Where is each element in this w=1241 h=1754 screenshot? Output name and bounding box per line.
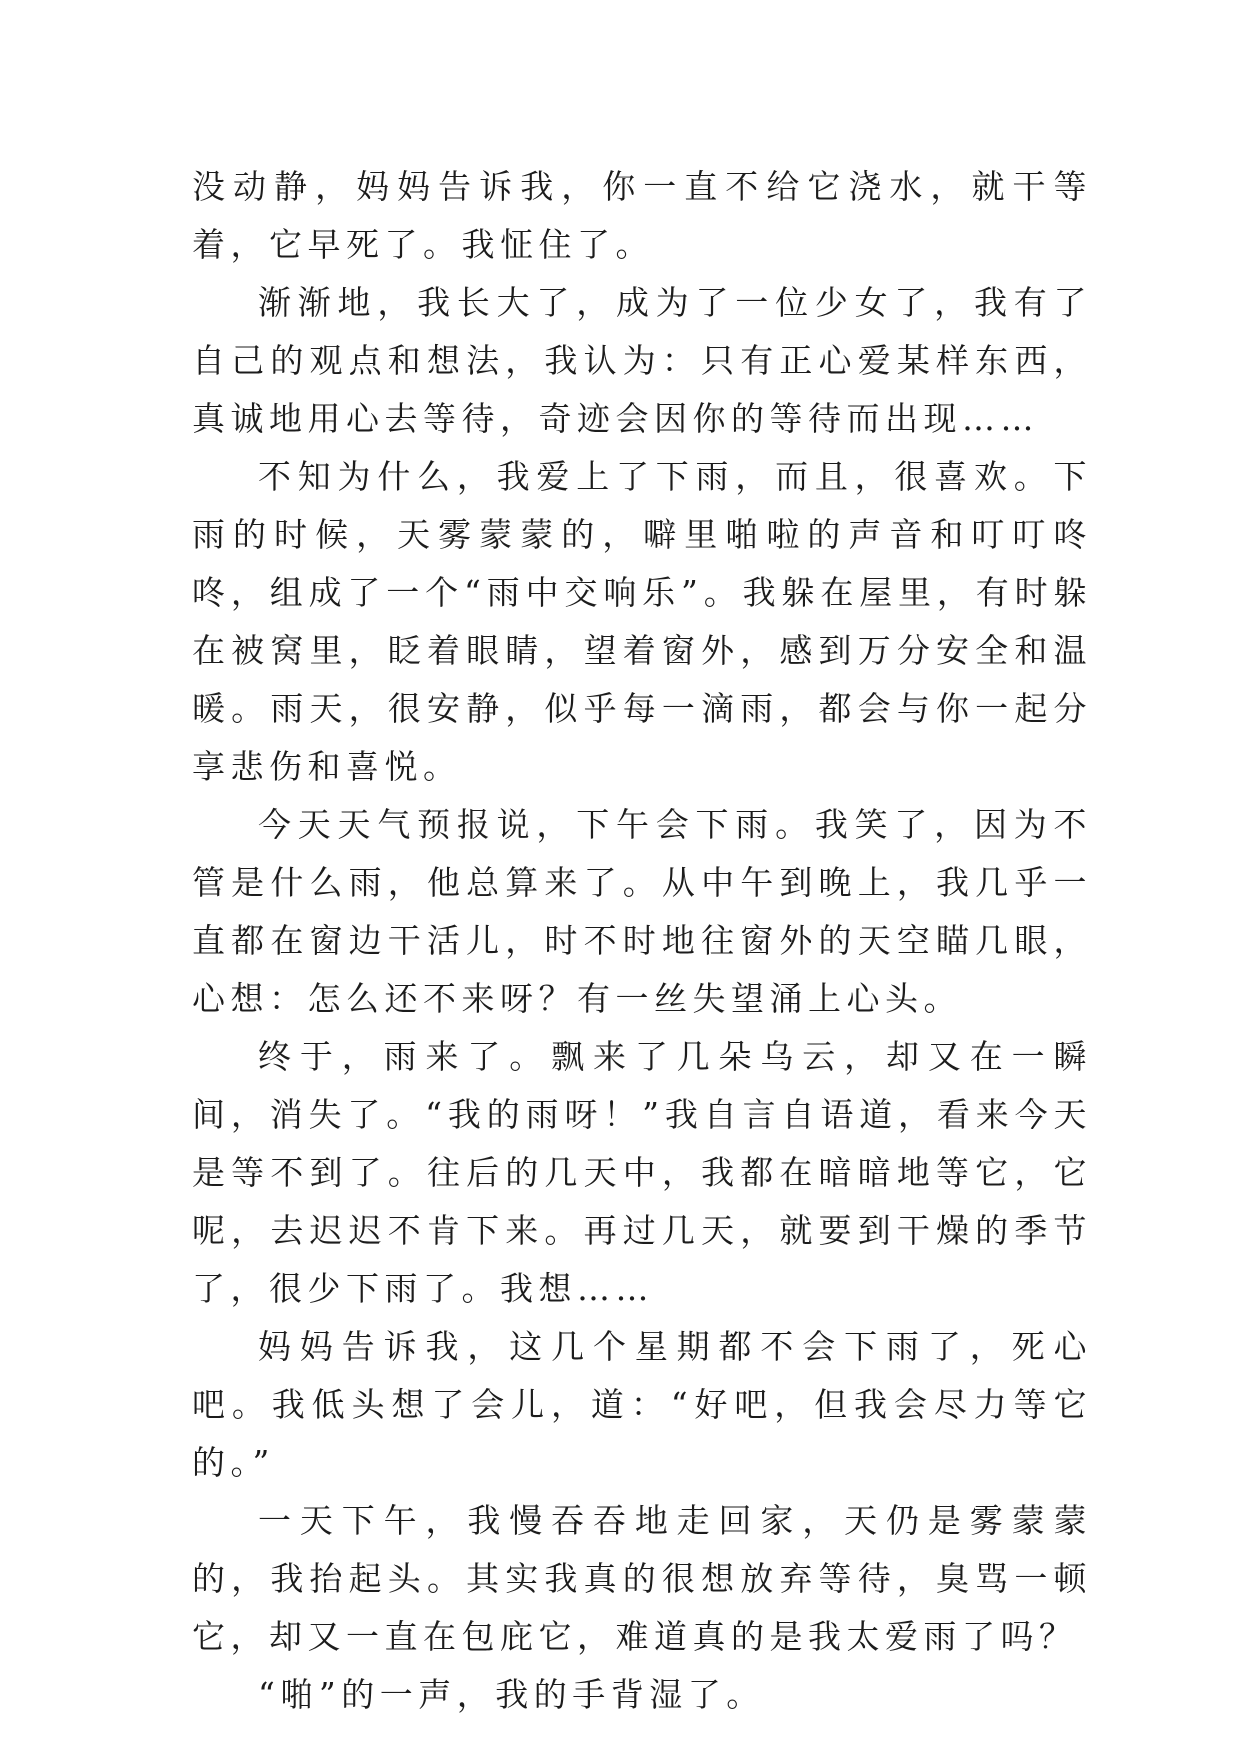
paragraph-2: 渐渐地，我长大了，成为了一位少女了，我有了自己的观点和想法，我认为：只有正心爱某样东西，真诚地用心去等待，奇迹会因你的等待而出现……	[192, 283, 1092, 438]
paragraph-1: 没动静，妈妈告诉我，你一直不给它浇水，就干等着，它早死了。我怔住了。	[192, 167, 1092, 264]
paragraph-4: 今天天气预报说，下午会下雨。我笑了，因为不管是什么雨，他总算来了。从中午到晚上，我几乎一直都在窗边干活儿，时不时地往窗外的天空瞄几眼，心想：怎么还不来呀？有一丝失望涌上心头。	[192, 805, 1092, 1018]
paragraph-3: 不知为什么，我爱上了下雨，而且，很喜欢。下雨的时候，天雾蒙蒙的，噼里啪啦的声音和叮叮咚咚，组成了一个“雨中交响乐”。我躲在屋里，有时躲在被窝里，眨着眼睛，望着窗外，感到万分安全和温暖。雨天，很安静，似乎每一滴雨，都会与你一起分享悲伤和喜悦。	[192, 457, 1092, 786]
paragraph-6: 妈妈告诉我，这几个星期都不会下雨了，死心吧。我低头想了会儿，道：“好吧，但我会尽力等它的。”	[192, 1327, 1092, 1482]
article-body	[192, 158, 1092, 1724]
paragraph-8: “啪”的一声，我的手背湿了。	[258, 1675, 765, 1714]
paragraph-7: 一天下午，我慢吞吞地走回家，天仍是雾蒙蒙的，我抬起头。其实我真的很想放弃等待，臭骂一顿它，却又一直在包庇它，难道真的是我太爱雨了吗？	[192, 1501, 1092, 1656]
paragraph-5: 终于，雨来了。飘来了几朵乌云，却又在一瞬间，消失了。“我的雨呀！”我自言自语道，看来今天是等不到了。往后的几天中，我都在暗暗地等它，它呢，去迟迟不肯下来。再过几天，就要到干燥的季节了，很少下雨了。我想……	[192, 1037, 1092, 1308]
